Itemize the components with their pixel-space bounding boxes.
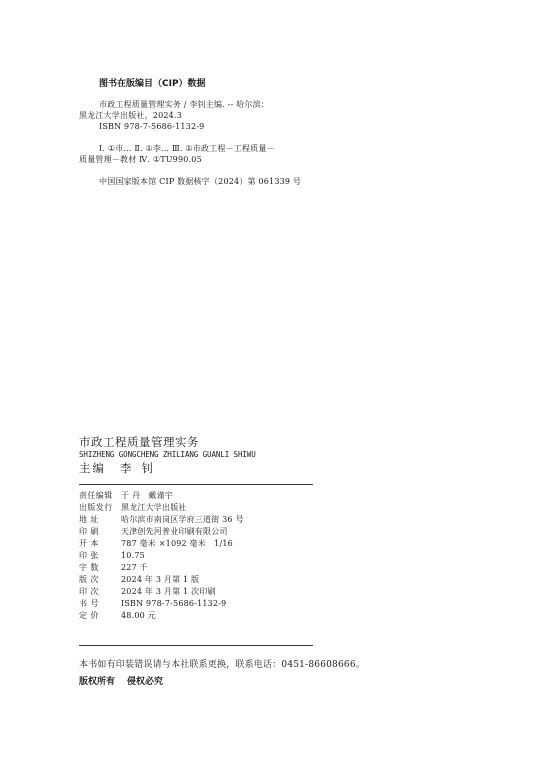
detail-value: 于 丹 戴谨宇 xyxy=(121,491,173,500)
detail-label: 字 数 xyxy=(79,563,99,572)
detail-row-printing xyxy=(79,586,244,598)
copyright-left: 版权所有 xyxy=(79,677,116,687)
publication-details xyxy=(79,490,244,622)
detail-row-editor xyxy=(79,490,244,502)
detail-row-word-count xyxy=(79,562,244,574)
cip-classification-line: Ⅰ. ①市… Ⅱ. ①李… Ⅲ. ①市政工程－工程质量－ xyxy=(99,144,275,153)
cip-heading: 图书在版编目（CIP）数据 xyxy=(99,79,206,89)
detail-label: 书 号 xyxy=(79,599,99,608)
detail-label: 出版发行 xyxy=(79,503,113,512)
detail-value: 黑龙江大学出版社 xyxy=(121,503,187,512)
detail-row-address xyxy=(79,514,244,526)
detail-value: 787 毫米 ×1092 毫米 1/16 xyxy=(121,539,233,548)
detail-label: 责任编辑 xyxy=(79,491,113,500)
detail-label: 版 次 xyxy=(79,575,99,584)
detail-label: 开 本 xyxy=(79,539,99,548)
detail-value: 天津创先河普业印刷有限公司 xyxy=(121,527,228,536)
book-pinyin-title: SHIZHENG GONGCHENG ZHILIANG GUANLI SHIWU xyxy=(79,450,256,459)
detail-value: 2024 年 3 月第 1 版 xyxy=(121,575,200,584)
detail-value: 10.75 xyxy=(121,551,145,560)
detail-value: 哈尔滨市南岗区学府三道街 36 号 xyxy=(121,515,244,524)
copyright-right: 侵权必究 xyxy=(127,677,164,687)
detail-label: 定 价 xyxy=(79,611,99,620)
detail-row-sheets xyxy=(79,550,244,562)
detail-label: 印 刷 xyxy=(79,527,99,536)
detail-value: ISBN 978-7-5686-1132-9 xyxy=(121,599,227,608)
detail-row-isbn xyxy=(79,598,244,610)
top-divider xyxy=(79,484,313,485)
detail-value: 2024 年 3 月第 1 次印刷 xyxy=(121,587,216,596)
editor-line xyxy=(79,460,163,476)
bottom-divider xyxy=(79,645,313,646)
detail-row-edition xyxy=(79,574,244,586)
detail-label: 印 张 xyxy=(79,551,99,560)
cip-publisher-line: 黑龙江大学出版社，2024.3 xyxy=(79,111,182,120)
cip-title-line: 市政工程质量管理实务 / 李钊主编. -- 哈尔滨： xyxy=(99,100,270,109)
detail-value: 48.00 元 xyxy=(121,611,156,620)
detail-row-publisher xyxy=(79,502,244,514)
copyright-line xyxy=(79,674,163,687)
detail-label: 印 次 xyxy=(79,587,99,596)
editor-name: 李钊 xyxy=(120,461,163,475)
cip-isbn-line: ISBN 978-7-5686-1132-9 xyxy=(99,122,205,131)
detail-row-printer xyxy=(79,526,244,538)
detail-label: 地 址 xyxy=(79,515,99,524)
detail-value: 227 千 xyxy=(121,563,148,572)
cip-record-number: 中国国家版本馆 CIP 数据核字（2024）第 061339 号 xyxy=(99,177,302,186)
detail-row-format xyxy=(79,538,244,550)
book-title: 市政工程质量管理实务 xyxy=(79,435,199,449)
replacement-notice: 本书如有印装错误请与本社联系更换，联系电话：0451-86608666。 xyxy=(79,660,365,670)
cip-classification-line-2: 质量管理－教材 Ⅳ. ①TU990.05 xyxy=(79,155,202,164)
editor-role: 主编 xyxy=(79,461,106,475)
detail-row-price xyxy=(79,610,244,622)
